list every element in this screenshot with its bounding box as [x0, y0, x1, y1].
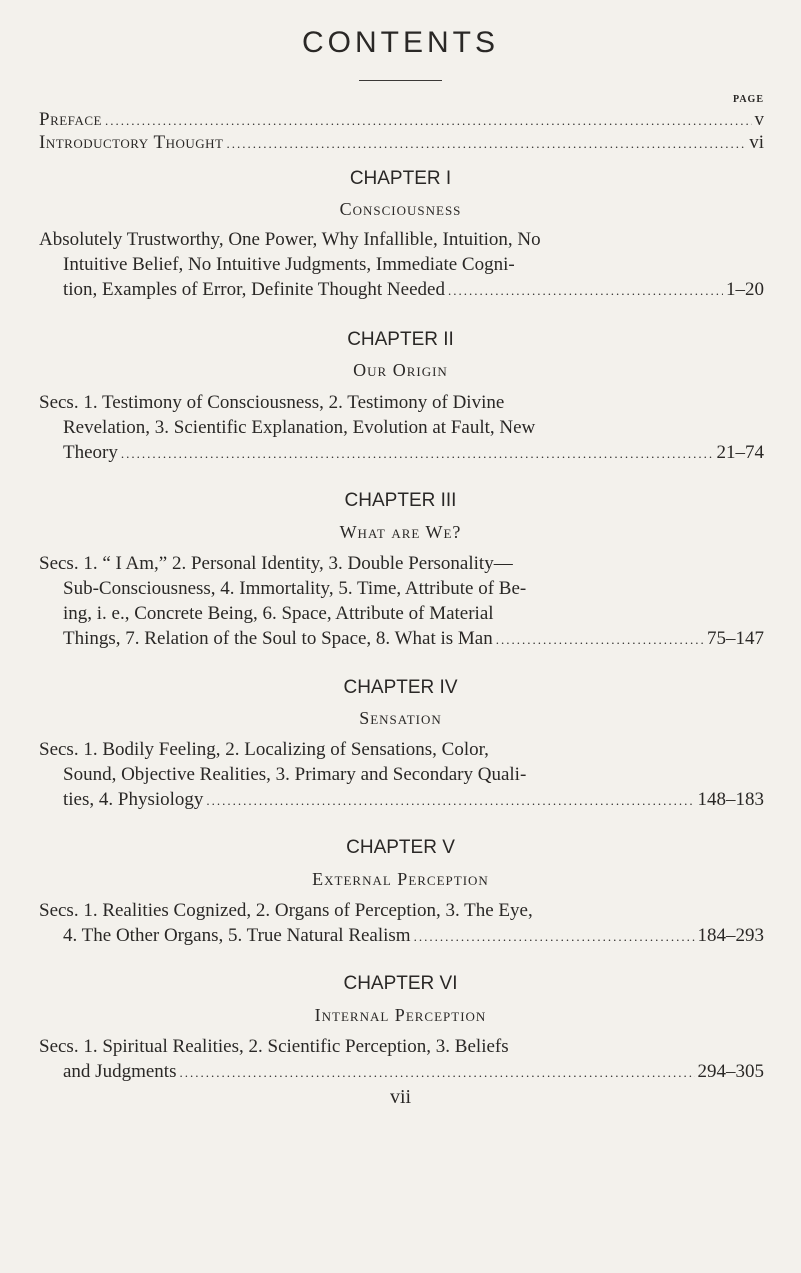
- leader-dots: [496, 627, 704, 652]
- entry-page: vi: [749, 132, 764, 153]
- chapter-heading: CHAPTER II: [347, 329, 454, 350]
- chapter-subject: What are We?: [339, 522, 462, 542]
- summary-line: Revelation, 3. Scientific Explanation, Evolution at Fault, New: [63, 417, 536, 438]
- chapter-summary: [39, 737, 764, 813]
- chapter-summary: [39, 898, 764, 949]
- leader-dots: [206, 788, 694, 813]
- leader-dots: [121, 441, 714, 466]
- summary-line: tion, Examples of Error, Definite Thought Needed: [63, 279, 445, 300]
- chapter-summary: [39, 390, 764, 466]
- summary-last-line: [39, 440, 764, 466]
- toc-entry-introductory-thought: [39, 132, 764, 155]
- toc-entry-preface: [39, 109, 764, 132]
- chapter-summary: [39, 1034, 764, 1085]
- summary-line: Absolutely Trustworthy, One Power, Why Infallible, Intuition, No: [39, 229, 541, 250]
- leader-dots: [105, 110, 752, 132]
- summary-line: ing, i. e., Concrete Being, 6. Space, Attribute of Material: [63, 603, 494, 624]
- chapter-pages: 148–183: [697, 789, 764, 810]
- summary-line: Theory: [63, 442, 118, 463]
- summary-last-line: [39, 787, 764, 813]
- heading-rule: [359, 80, 442, 81]
- contents-heading: CONTENTS: [302, 26, 499, 59]
- leader-dots: [448, 278, 723, 303]
- chapter-subject: Sensation: [359, 708, 442, 728]
- chapter-heading: CHAPTER III: [344, 490, 457, 511]
- summary-line: ties, 4. Physiology: [63, 789, 204, 810]
- summary-line: Secs. 1. “ I Am,” 2. Personal Identity, 3. Double Personality—: [39, 553, 513, 574]
- chapter-subject: External Perception: [312, 869, 489, 889]
- leader-dots: [227, 133, 747, 155]
- summary-last-line: [39, 923, 764, 949]
- page-column-label: PAGE: [732, 94, 764, 105]
- chapter-summary: [39, 227, 764, 303]
- chapter-pages: 184–293: [697, 925, 764, 946]
- entry-title: Introductory Thought: [39, 132, 224, 153]
- chapter-pages: 1–20: [726, 279, 764, 300]
- summary-line: Secs. 1. Testimony of Consciousness, 2. Testimony of Divine: [39, 392, 505, 413]
- leader-dots: [179, 1060, 694, 1085]
- summary-line: Secs. 1. Spiritual Realities, 2. Scientific Perception, 3. Beliefs: [39, 1036, 509, 1057]
- summary-last-line: [39, 277, 764, 303]
- chapter-pages: 75–147: [707, 628, 764, 649]
- chapter-heading: CHAPTER I: [349, 168, 452, 189]
- summary-line: Things, 7. Relation of the Soul to Space, 8. What is Man: [63, 628, 493, 649]
- summary-last-line: [39, 1059, 764, 1085]
- chapter-heading: CHAPTER IV: [343, 677, 458, 698]
- entry-title: Preface: [39, 109, 102, 130]
- summary-line: and Judgments: [63, 1061, 177, 1082]
- summary-line: Secs. 1. Bodily Feeling, 2. Localizing of Sensations, Color,: [39, 739, 489, 760]
- leader-dots: [414, 924, 695, 949]
- chapter-summary: [39, 551, 764, 652]
- summary-line: Sub-Consciousness, 4. Immortality, 5. Time, Attribute of Be-: [63, 578, 527, 599]
- summary-line: Intuitive Belief, No Intuitive Judgments, Immediate Cogni-: [63, 254, 515, 275]
- chapter-heading: CHAPTER VI: [343, 973, 458, 994]
- chapter-pages: 294–305: [697, 1061, 764, 1082]
- chapter-heading: CHAPTER V: [346, 837, 455, 858]
- page-number: vii: [389, 1086, 412, 1108]
- chapter-pages: 21–74: [716, 442, 764, 463]
- entry-page: v: [754, 109, 764, 130]
- chapter-subject: Internal Perception: [314, 1005, 487, 1025]
- chapter-subject: Our Origin: [353, 360, 448, 380]
- summary-line: Sound, Objective Realities, 3. Primary and Secondary Quali-: [63, 764, 527, 785]
- chapter-subject: Consciousness: [339, 199, 462, 219]
- summary-line: Secs. 1. Realities Cognized, 2. Organs of Perception, 3. The Eye,: [39, 900, 533, 921]
- summary-last-line: [39, 626, 764, 652]
- summary-line: 4. The Other Organs, 5. True Natural Realism: [63, 925, 411, 946]
